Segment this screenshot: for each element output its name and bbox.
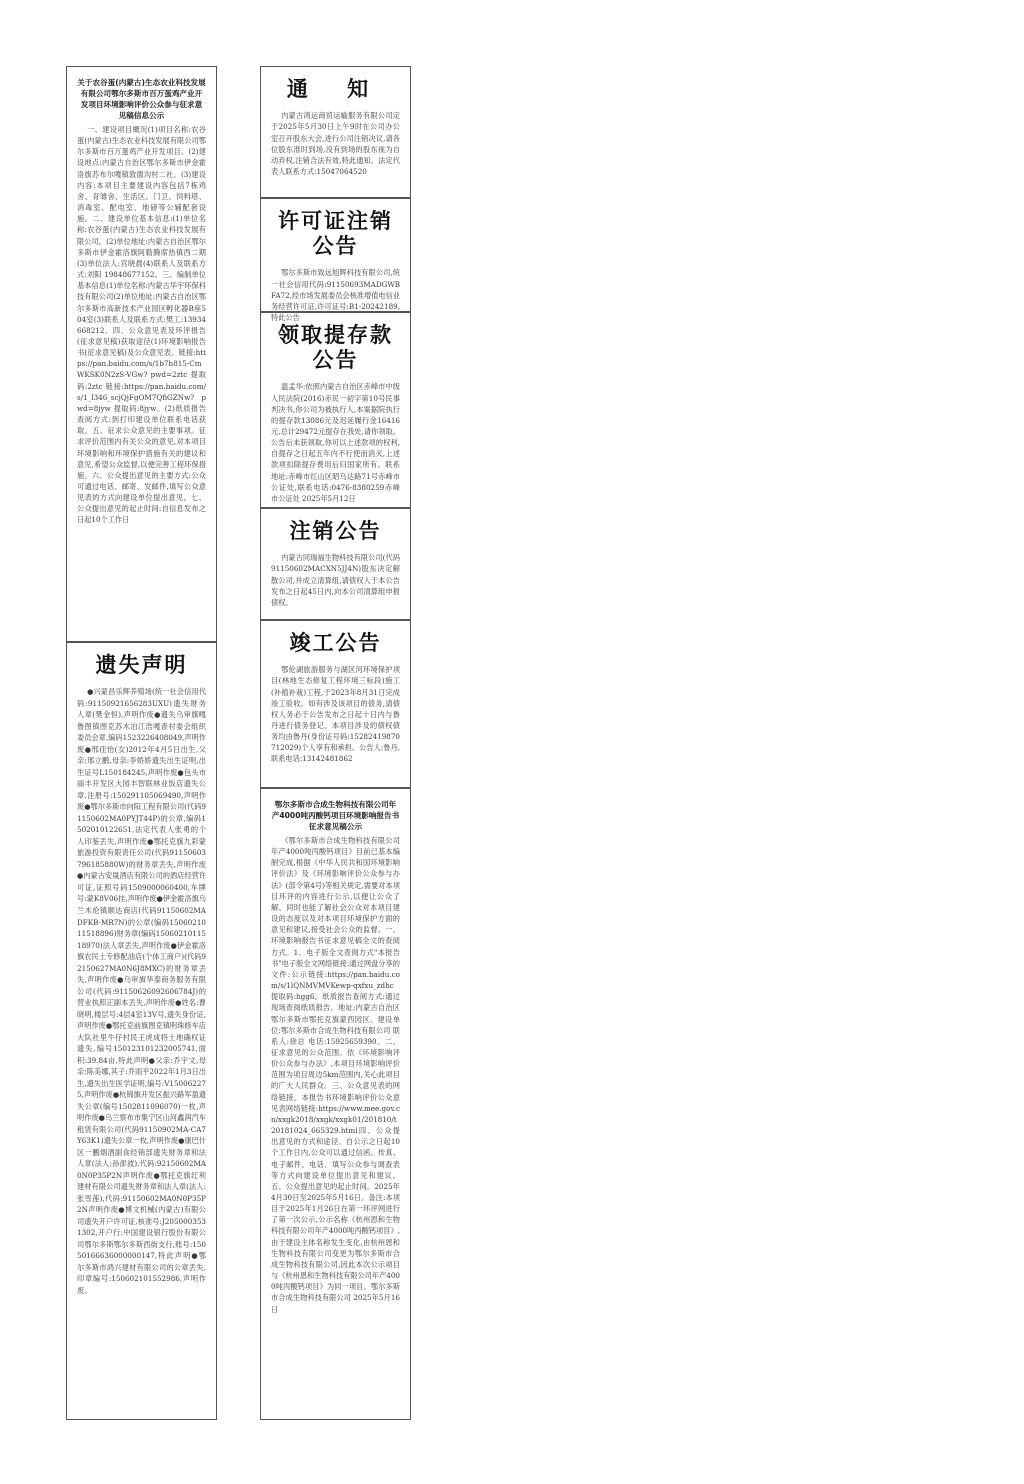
notice-title: 领取提存款公告 [278,323,393,373]
notice-body: 内蒙古鸿运商贸运输服务有限公司定于2025年5月30日上午9时在公司办公室召开股东大会,进行公司注销决议,请各位股东准时到场,没有到场的股东视为自动弃权,注销合法有效,特此通知。法定代表人联系方式:15047064520 [271,111,400,176]
notice-body: 《鄂尔多斯市合成生物科技有限公司年产4000吨丙酸钙项目》目前已基本编制完成,根据《中华人民共和国环境影响评价法》及《环境影响评价公众参与办法》(部令第4号)等相关规定,需要对本项目环评的内容进行公示,以便让公众了解、同时也能了解社会公众对本项目建设的态度以及对本项目环境保护方面的意见和建议,接受社会公众的监督。一、环境影响报告书征求意见稿全文的查阅方式。1、电子版全文查阅方式"本报告书"电子版全文网络链接:通过网盘分享的文件:公示链接:https://pan.baidu.com/s/1lQNMVMVKewp-qxfxu_zdhc 提取码:hgg6。纸质报告查阅方式:通过现场查阅纸质报告。地址:内蒙古自治区鄂尔多斯市鄂托克旗蒙西园区。建设单位:鄂尔多斯市合成生物科技有限公司 联系人:徐总 电话:15925659390。二、征求意见的公众范围。依《环境影响评价公众参与办法》,本项目环境影响评价范围为项目周边5km范围内,关心此项目的广大人民群众。三、公众意见表的网络链接。本报告书环境影响评价公众意见表网络链接:https://www.mee.gov.cn/xxgk2018/xxgk/xxgk01/201810/t20181024_665329.html四、公众提出意见的方式和途径。自公示之日起10个工作日内,公众可以通过信函、传真、电子邮件、电话、填写公众参与调查表等方式向建设单位提出意见和建议。五、公众提出意见的起止时间。2025年4月30日至2025年5月16日。备注:本项目于2025年1月26日在第一环评网进行了第一次公示,公示名称《杭州恩和生物科技有限公司年产4000吨丙酸钙项目》,由于建设主体名称发生变化,由杭州恩和生物科技有限公司变更为鄂尔多斯市合成生物科技有限公司,因此本次公示项目与《杭州恩和生物科技有限公司年产4000吨丙酸钙项目》为同一项目。鄂尔多斯市合成生物科技有限公司 2025年5月16日 [271,836,400,1314]
notice-body: 一、建设项目概况(1)项目名称:农谷蛋(内蒙古)生态农业科技发展有限公司鄂尔多斯市百万蛋鸡产业开发项目。(2)建设地点:内蒙古自治区鄂尔多斯市伊金霍洛旗苏布尔嘎镇敦德沟村二社。(3)建设内容:本项目主要建设内容包括7栋鸡舍、育雏舍、生活区、门卫、饲料塔、消毒室、配电室、地磅等公辅配套设施。二、建设单位基本信息:(1)单位名称:农谷蛋(内蒙古)生态农业科技发展有限公司。(2)单位地址:内蒙古自治区鄂尔多斯市伊金霍洛旗阿勒腾席热镇西二期(3)单位法人:宫晓晨(4)联系人及联系方式:刘阳 19848677152。三、编制单位基本信息(1)单位名称:内蒙古华宇环保科技有限公司(2)单位地址:内蒙古自治区鄂尔多斯市高新技术产业园区孵化器B座504室(3)联系人及联系方式:樊工:13934668212。四、公众意见表及环评报告(征求意见稿)获取途径(1)环境影响报告书(征求意见稿)及公众意见表。链接:https://pan.baidu.com/s/1b7h815-CmWKSK0N2zS-VGw? pwd=2ztc 提取码:2ztc 链接:https://pan.baidu.com/s/1_l346_scjQjFgOM7QfiGZNw? pwd=8jyw 提取码:8jyw。(2)纸质报告查阅方式:到打印建设单位联系电话获取。五、征求公众意见的主要事项。征求评价范围内有关公众的意见,对本项目环境影响和环境保护措施有关的建议和意见,希望公众监督,以便完善工程环保措施。六、公众提出意见的主要方式:公众可通过电话、邮寄、发邮件,填写公众意见表的方式向建设单位提出意见。七、公众提出意见的起止时间:自信息发布之日起10个工作日 [77,125,206,525]
notice-deposit-claim [260,312,411,508]
notice-title: 鄂尔多斯市合成生物科技有限公司年产4000吨丙酸钙项目环境影响报告书征求意见稿公示 [271,800,400,831]
notice-body: 温孟华:依照内蒙古自治区赤峰市中级人民法院(2016)赤民一初字第10号民事判决书,你公司为被执行人,本案据院执行的提存款13086元及迟延履行金16416元,总计29472元提存在我处,请你领取。公告后未获领取,你可以上述款项的权利,自提存之日起五年内不行使而消灭,上述款项扣除提存费用后归国家所有。联系地址:赤峰市红山区昭乌达路71号赤峰市公证处,联系电话:0476-8380259赤峰市公证处 2025年5月12日 [271,382,400,503]
notice-eia-public-consultation [260,788,411,1420]
notice-license-cancellation [260,198,411,322]
notice-body: ●兴蒙昌乐辉养殖场(统一社会信用代码:91150921656283UXU)遗失财务人章(樊金恒),声明作废●遗失乌审旗嘎鲁图镇图克苏木泊江浩嘎查村委会组织委员会章,编码1523226408049,声明作废●邢佳怡(女)2012年4月5日出生,父亲:邢立鹏,母亲:李娇娇遗失出生证明,出生证号L150184245,声明作废●包头市丽丰开发区大园丰智联林业饭店遗失公章,注册号:150291105069490,声明作废●鄂尔多斯市向阳工程有限公司(代码91150602MA0PYJT44P)的公章,编码1502010122651,法定代表人张勇的个人印鉴丢失,声明作废●鄂托克旗九彩蒙旅游投资有限责任公司(代码91150603796185880W)的财务章丢失,声明作废●内蒙古安晟酒店有限公司的酒店经营许可证,证照号码1509000060400,车牌号:蒙K8V06挂,声明作废●伊金霍洛旗乌兰木伦镇顺达商店(代码91150602MADFKB-MR7N)的公章(编码1506021011518896)财务章(编码1506021011518970)法人章丢失,声明作废●伊金霍洛旗农民土专修配油店(个体工商户)(代码92150627MA0N6J8MXC)的财务章丢失,声明作废●乌审旗华泰商务服务有限公司(代码:91150626092606784J)的营业执照正副本丢失,声明作废●姓名:曹晓明,楼层号:4层4室13V号,遗失身份证,声明作废●鄂托克前旗图克镇明珠修车店大队社里牛仔村民王虎成将土地确权证遗失,编号150123101232005741,面积:39.84亩,特此声明●父亲:乔宇文,母亲:陈美娜,其子:乔雨平2022年1月3日出生,遗失出生医学证明,编号:V150062275,声明作废●杭锦旗开发区振兴路军盈遗失公章(编号1502811096070)一枚,声明作废●乌兰察布市集宁区山河鑫润汽车租赁有限公司(代码91150902MA-CA7Y63K1)遗失公章一枚,声明作废●康巴什区一鹏烟酒副食经销部遗失财务章和法人章(法人:孙澎波),代码:92150602MA0N0P35P2N声明作废●鄂托克旗红利建材有限公司遗失财务章和法人章(法人:张雪莲),代码:91150602MA0N0P35P2N声明作废●博文机械(内蒙古)有限公司遗失开户许可证,核准号:J2050003531302,开户行:中国建设银行股份有限公司鄂尔多斯鄂尔多斯西街支行,账号:15050166636000000147,特此声明●鄂尔多斯市鸿兴建材有限公司的公章丢失,印章编号:150602101552986,声明作废。 [77,687,206,1295]
notice-title: 遗失声明 [95,653,188,677]
notice-completion [260,620,411,788]
notice-body: 内蒙古同瑞福生物科技有限公司(代码91150602MACXN5JJ4N)股东决定解散公司,并成立清算组,请债权人于本公告发布之日起45日内,向本公司清算组申报债权。 [271,553,400,607]
notice-lost-declaration [66,642,217,1420]
notice-title: 许可证注销公告 [278,209,393,259]
notice-title: 注销公告 [289,519,382,543]
notice-body: 鄂伦湖旅游服务与湖区河环境保护项目(林地生态修复工程环境三标段)施工(补植补栽)工程,于2023年8月31日完成竣工验收。如有涉及该项目的债务,请债权人务必于公告发布之日起十日内与鲁丹进行债务登记。本项目涉及的债权债务均由鲁丹(身份证号码:15282419870712029)个人享有和承担。公告人:鲁丹,联系电话:13142481862 [271,665,400,764]
notice-shareholder-meeting [260,66,411,198]
notice-title: 关于农谷蛋(内蒙古)生态农业科技发展有限公司鄂尔多斯市百万蛋鸡产业开发项目环境影响评价公众参与征求意见稿信息公示 [77,78,206,120]
notice-title: 通 知 [286,77,385,101]
notice-body: 鄂尔多斯市致远旭辉科技有限公司,统一社会信用代码:91150693MADGWBFA72,经市场发展委员会核准增值电信业务经营许可证,许可证号:B1-20242189,特此公告 [271,268,400,322]
notice-deregistration [260,508,411,620]
notice-title: 竣工公告 [289,631,382,655]
notice-environmental-assessment [66,66,217,642]
